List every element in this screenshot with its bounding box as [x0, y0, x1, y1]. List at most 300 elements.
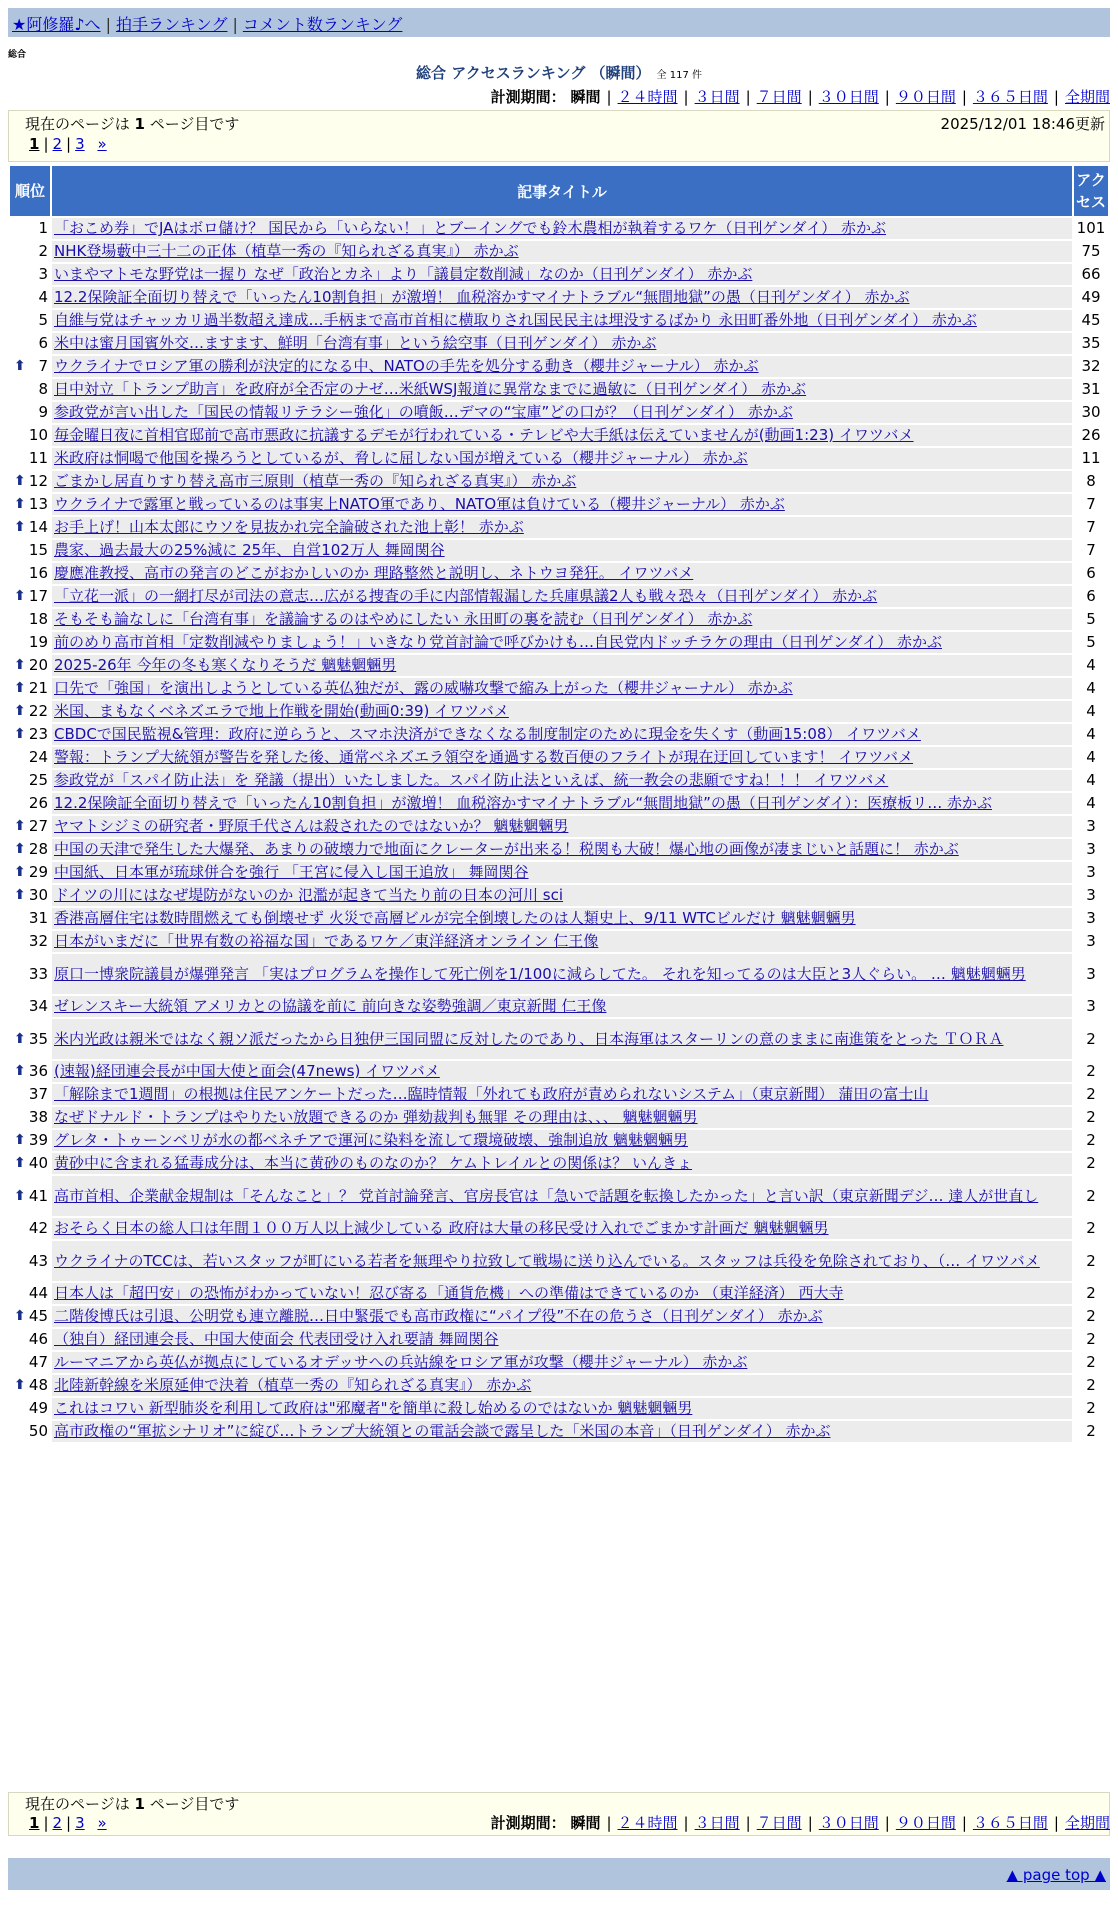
- table-row: [10, 954, 1108, 994]
- rank-number: 24: [28, 748, 48, 766]
- article-title-link[interactable]: 「立花一派」の一網打尽が司法の意志…広がる捜査の手に内部情報漏した兵庫県議2人も戦々恐々（日刊ゲンダイ） 赤かぶ: [54, 587, 878, 605]
- rank-up-arrow-icon: ⬆: [14, 1308, 26, 1324]
- article-title-link[interactable]: 米中は蜜月国賓外交…ますます、鮮明「台湾有事」という絵空事（日刊ゲンダイ） 赤かぶ: [54, 334, 657, 352]
- table-row: [10, 287, 1108, 308]
- header-title: 記事タイトル: [52, 166, 1072, 216]
- article-title-link[interactable]: ルーマニアから英仏が拠点にしているオデッサへの兵站線をロシア軍が攻撃（櫻井ジャーナル） 赤かぶ: [54, 1353, 748, 1371]
- article-title-link[interactable]: 警報：トランプ大統領が警告を発した後、通常ベネズエラ領空を通過する数百便のフライトが現在迂回しています！ イワツバメ: [54, 748, 914, 766]
- title-cell: [52, 1398, 1072, 1419]
- article-title-link[interactable]: 米内光政は親米ではなく親ソ派だったから日独伊三国同盟に反対したのであり、日本海軍はスターリンの意のままに南進策をとった ＴＯＲＡ: [54, 1029, 1004, 1048]
- title-cell: [52, 448, 1072, 469]
- rank-cell: [10, 1421, 50, 1442]
- table-row: [10, 1084, 1108, 1105]
- title-cell: [52, 1107, 1072, 1128]
- rank-number: 6: [38, 334, 48, 352]
- rank-number: 13: [28, 495, 48, 513]
- rank-cell: [10, 1375, 50, 1396]
- table-row: [10, 425, 1108, 446]
- period-option-30d[interactable]: ３０日間: [818, 1814, 879, 1832]
- rank-number: 3: [38, 265, 48, 283]
- title-cell: [52, 1329, 1072, 1350]
- pager-top: 1 | 2 | 3 »: [29, 135, 107, 153]
- table-row: [10, 1130, 1108, 1151]
- article-title-link[interactable]: （独自）経団連会長、中国大使面会 代表団受け入れ要請 舞岡関谷: [54, 1330, 499, 1348]
- rank-number: 28: [28, 840, 48, 858]
- rank-cell: [10, 1329, 50, 1350]
- access-count: 2: [1074, 1352, 1108, 1373]
- rank-up-arrow-icon: ⬆: [14, 818, 26, 834]
- pager-link-2[interactable]: 2: [52, 1814, 63, 1832]
- rank-cell: [10, 1061, 50, 1082]
- rank-up-arrow-icon: ⬆: [14, 1063, 26, 1079]
- article-title-link[interactable]: 米国、まもなくベネズエラで地上作戦を開始(動画0:39) イワツバメ: [54, 702, 509, 720]
- rank-number: 50: [28, 1422, 48, 1440]
- access-count: 2: [1074, 1421, 1108, 1442]
- access-count: 35: [1074, 333, 1108, 354]
- article-title-link[interactable]: 毎金曜日夜に首相官邸前で高市悪政に抗議するデモが行われている・テレビや大手紙は伝えていませんが(動画1:23) イワツバメ: [54, 426, 914, 444]
- article-title-link[interactable]: ウクライナで露軍と戦っているのは事実上NATO軍であり、NATO軍は負けている（櫻井ジャーナル） 赤かぶ: [54, 495, 785, 513]
- title-cell: [52, 218, 1072, 239]
- access-count: 5: [1074, 609, 1108, 630]
- rank-up-arrow-icon: ⬆: [14, 841, 26, 857]
- rank-number: 48: [28, 1376, 48, 1394]
- rank-up-arrow-icon: ⬆: [14, 496, 26, 512]
- rank-number: 29: [28, 863, 48, 881]
- access-count: 2: [1074, 1153, 1108, 1174]
- pager-bottom: 1 | 2 | 3 »: [29, 1814, 107, 1832]
- table-row: [10, 655, 1108, 676]
- article-title-link[interactable]: 口先で「強国」を演出しようとしている英仏独だが、露の威嚇攻撃で縮み上がった（櫻井ジャーナル） 赤かぶ: [54, 679, 793, 697]
- access-count: 3: [1074, 931, 1108, 952]
- table-row: [10, 471, 1108, 492]
- rank-cell: [10, 793, 50, 814]
- pager-next[interactable]: »: [97, 1814, 107, 1832]
- article-title-link[interactable]: 香港高層住宅は数時間燃えても倒壊せず 火災で高層ビルが完全倒壊したのは人類史上、9/11 WTCビルだけ 魑魅魍魎男: [54, 909, 856, 927]
- rank-cell: [10, 770, 50, 791]
- page-title-text: 総合 アクセスランキング （瞬間）: [416, 64, 651, 82]
- access-count: 3: [1074, 954, 1108, 994]
- article-title-link[interactable]: 慶應准教授、高市の発言のどこがおかしいのか 理路整然と説明し、ネトウヨ発狂。 イワツバメ: [54, 564, 694, 582]
- article-title-link[interactable]: ウクライナのTCCは、若いスタッフが町にいる若者を無理やり拉致して戦場に送り込んでいる。スタッフは兵役を免除されており、（… イワツバメ: [54, 1251, 1040, 1270]
- access-count: 2: [1074, 1375, 1108, 1396]
- ranking-rows: [10, 218, 1108, 1442]
- article-title-link[interactable]: 自維与党はチャッカリ過半数超え達成…手柄まで高市首相に横取りされ国民民主は埋没するばかり 永田町番外地（日刊ゲンダイ） 赤かぶ: [54, 311, 977, 329]
- rank-cell: [10, 996, 50, 1017]
- rank-number: 39: [28, 1131, 48, 1149]
- table-row: [10, 609, 1108, 630]
- title-cell: [52, 747, 1072, 768]
- article-title-link[interactable]: (速報)経団連会長が中国大使と面会(47news) イワツバメ: [54, 1062, 440, 1080]
- total-count: 全 117 件: [656, 70, 702, 81]
- rank-number: 45: [28, 1307, 48, 1325]
- rank-up-arrow-icon: ⬆: [14, 358, 26, 374]
- access-count: 7: [1074, 494, 1108, 515]
- article-title-link[interactable]: ヤマトシジミの研究者・野原千代さんは殺されたのではないか？ 魑魅魍魎男: [54, 817, 569, 835]
- article-title-link[interactable]: 「解除まで1週間」の根拠は住民アンケートだった…臨時情報「外れても政府が責められないシステム」（東京新聞） 蒲田の富士山: [54, 1085, 929, 1103]
- period-option-30d[interactable]: ３０日間: [818, 88, 879, 106]
- access-count: 6: [1074, 563, 1108, 584]
- rank-up-arrow-icon: ⬆: [14, 726, 26, 742]
- rank-cell: [10, 908, 50, 929]
- asyura-home-link[interactable]: ★阿修羅♪へ: [12, 15, 101, 34]
- rank-cell: [10, 1352, 50, 1373]
- access-count: 2: [1074, 1306, 1108, 1327]
- table-row: [10, 1241, 1108, 1281]
- category-label: 総合: [8, 50, 27, 60]
- access-count: 4: [1074, 747, 1108, 768]
- access-count: 7: [1074, 540, 1108, 561]
- table-row: [10, 678, 1108, 699]
- rank-cell: [10, 379, 50, 400]
- title-cell: [52, 264, 1072, 285]
- rank-cell: [10, 471, 50, 492]
- title-cell: [52, 1153, 1072, 1174]
- table-row: [10, 586, 1108, 607]
- article-title-link[interactable]: いまやマトモな野党は一握り なぜ「政治とカネ」より「議員定数削減」なのか（日刊ゲンダイ） 赤かぶ: [54, 265, 753, 283]
- title-cell: [52, 885, 1072, 906]
- access-count: 7: [1074, 517, 1108, 538]
- article-title-link[interactable]: 黄砂中に含まれる猛毒成分は、本当に黄砂のものなのか？ ケムトレイルとの関係は？ いんきょ: [54, 1154, 693, 1172]
- rank-number: 20: [28, 656, 48, 674]
- article-title-link[interactable]: 日中対立「トランプ助言」を政府が全否定のナゼ…米紙WSJ報道に異常なまでに過敏に（日刊ゲンダイ） 赤かぶ: [54, 380, 807, 398]
- access-count: 2: [1074, 1398, 1108, 1419]
- access-count: 3: [1074, 885, 1108, 906]
- period-option-24h[interactable]: ２４時間: [617, 1814, 678, 1832]
- rank-number: 44: [28, 1284, 48, 1302]
- access-count: 66: [1074, 264, 1108, 285]
- title-cell: [52, 1084, 1072, 1105]
- rank-up-arrow-icon: ⬆: [14, 864, 26, 880]
- table-row: [10, 517, 1108, 538]
- article-title-link[interactable]: ゼレンスキー大統領 アメリカとの協議を前に 前向きな姿勢強調／東京新聞 仁王像: [54, 997, 607, 1015]
- access-count: 3: [1074, 908, 1108, 929]
- rank-cell: [10, 931, 50, 952]
- rank-number: 7: [38, 357, 48, 375]
- rank-up-arrow-icon: ⬆: [14, 1187, 26, 1204]
- clap-ranking-link[interactable]: 拍手ランキング: [115, 15, 228, 34]
- rank-up-arrow-icon: ⬆: [14, 473, 26, 489]
- pager-link-3[interactable]: 3: [75, 1814, 85, 1832]
- title-cell: [52, 471, 1072, 492]
- rank-cell: [10, 241, 50, 262]
- bottom-bar: [8, 1858, 1110, 1890]
- access-count: 2: [1074, 1107, 1108, 1128]
- pager-current: 1: [29, 135, 40, 153]
- access-count: 31: [1074, 379, 1108, 400]
- rank-cell: [10, 724, 50, 745]
- rank-number: 47: [28, 1353, 48, 1371]
- rank-cell: [10, 264, 50, 285]
- rank-cell: [10, 1107, 50, 1128]
- title-cell: [52, 356, 1072, 377]
- header-rank: 順位: [10, 166, 50, 216]
- table-row: [10, 1329, 1108, 1350]
- period-option-365d[interactable]: ３６５日間: [972, 1814, 1048, 1832]
- title-cell: [52, 1352, 1072, 1373]
- pager-next[interactable]: »: [97, 135, 107, 153]
- title-cell: [52, 1061, 1072, 1082]
- article-title-link[interactable]: 高市政権の“軍拡シナリオ”に綻び…トランプ大統領との電話会談で露呈した「米国の本音」（日刊ゲンダイ） 赤かぶ: [54, 1422, 831, 1440]
- title-cell: [52, 996, 1072, 1017]
- rank-number: 2: [38, 242, 48, 260]
- article-title-link[interactable]: なぜドナルド・トランプはやりたい放題できるのか 弾劾裁判も無罪 その理由は、、、 魑魅魍魎男: [54, 1108, 698, 1126]
- period-option-7d[interactable]: ７日間: [756, 88, 802, 106]
- rank-number: 5: [38, 311, 48, 329]
- rank-cell: [10, 609, 50, 630]
- article-title-link[interactable]: おそらく日本の総人口は年間１００万人以上減少している 政府は大量の移民受け入れでごまかす計画だ 魑魅魍魎男: [54, 1219, 829, 1237]
- table-row: [10, 379, 1108, 400]
- table-row: [10, 356, 1108, 377]
- rank-cell: [10, 287, 50, 308]
- rank-cell: [10, 678, 50, 699]
- rank-number: 26: [28, 794, 48, 812]
- rank-number: 31: [28, 909, 48, 927]
- access-count: 101: [1074, 218, 1108, 239]
- title-cell: [52, 494, 1072, 515]
- rank-number: 25: [28, 771, 48, 789]
- table-row: [10, 333, 1108, 354]
- table-row: [10, 793, 1108, 814]
- access-count: 26: [1074, 425, 1108, 446]
- table-row: [10, 701, 1108, 722]
- rank-number: 46: [28, 1330, 48, 1348]
- page-title: [0, 62, 1118, 83]
- rank-number: 11: [28, 449, 48, 467]
- period-selector-bottom: 計測期間： 瞬間 | ２４時間 | ３日間 | ７日間 | ３０日間 | ９０日間 | ３６５日間 | 全期間: [490, 1814, 1110, 1832]
- pager-link-3[interactable]: 3: [75, 135, 85, 153]
- rank-cell: [10, 425, 50, 446]
- rank-cell: [10, 1153, 50, 1174]
- access-count: 2: [1074, 1283, 1108, 1304]
- article-title-link[interactable]: お手上げ！山本太郎にウソを見抜かれ完全論破された池上彰！ 赤かぶ: [54, 518, 524, 536]
- access-count: 2: [1074, 1130, 1108, 1151]
- rank-number: 34: [28, 997, 48, 1015]
- access-count: 3: [1074, 816, 1108, 837]
- table-row: [10, 1218, 1108, 1239]
- title-cell: [52, 724, 1072, 745]
- rank-cell: [10, 1306, 50, 1327]
- title-cell: [52, 1019, 1072, 1059]
- rank-number: 22: [28, 702, 48, 720]
- period-option-90d[interactable]: ９０日間: [895, 1814, 956, 1832]
- rank-cell: [10, 402, 50, 423]
- title-cell: [52, 1241, 1072, 1281]
- article-title-link[interactable]: 高市首相、企業献金規制は「そんなこと」？ 党首討論発言、官房長官は「急いで話題を転換したかった」と言い訳（東京新聞デジ… 達人が世直し: [54, 1186, 1039, 1205]
- rank-number: 49: [28, 1399, 48, 1417]
- access-count: 2: [1074, 1019, 1108, 1059]
- table-row: [10, 1398, 1108, 1419]
- article-title-link[interactable]: 農家、過去最大の25%減に 25年、自営102万人 舞岡関谷: [54, 541, 445, 559]
- rank-cell: [10, 1283, 50, 1304]
- rank-cell: [10, 356, 50, 377]
- rank-number: 40: [28, 1154, 48, 1172]
- article-title-link[interactable]: 原口一博衆院議員が爆弾発言 「実はプログラムを操作して死亡例を1/100に減らしてた。 それを知ってるのは大臣と3人ぐらい。 … 魑魅魍魎男: [54, 964, 1026, 983]
- article-title-link[interactable]: NHK登場藪中三十二の正体（植草一秀の『知られざる真実』） 赤かぶ: [54, 242, 519, 260]
- article-title-link[interactable]: 2025-26年 今年の冬も寒くなりそうだ 魑魅魍魎男: [54, 656, 397, 674]
- rank-cell: [10, 701, 50, 722]
- access-count: 6: [1074, 586, 1108, 607]
- table-row: [10, 540, 1108, 561]
- access-count: 2: [1074, 1176, 1108, 1216]
- article-title-link[interactable]: 「おこめ券」でJAはボロ儲け？ 国民から「いらない！」とブーイングでも鈴木農相が執着するワケ（日刊ゲンダイ） 赤かぶ: [54, 219, 887, 237]
- article-title-link[interactable]: 中国紙、日本軍が琉球併合を強行 「王宮に侵入し国王追放」 舞岡関谷: [54, 863, 529, 881]
- title-cell: [52, 1421, 1072, 1442]
- rank-number: 42: [28, 1219, 48, 1237]
- table-row: [10, 218, 1108, 239]
- access-count: 3: [1074, 996, 1108, 1017]
- table-row: [10, 816, 1108, 837]
- period-current: 瞬間: [570, 1814, 601, 1832]
- page-top-link[interactable]: ▲ page top ▲: [1006, 1866, 1106, 1884]
- rank-up-arrow-icon: ⬆: [14, 588, 26, 604]
- top-nav-bar: [8, 8, 1110, 37]
- article-title-link[interactable]: CBDCで国民監視&管理：政府に逆らうと、スマホ決済ができなくなる制度制定のために現金を失くす（動画15:08） イワツバメ: [54, 725, 921, 743]
- title-cell: [52, 770, 1072, 791]
- title-cell: [52, 701, 1072, 722]
- table-row: [10, 1421, 1108, 1442]
- article-title-link[interactable]: ごまかし居直りすり替え高市三原則（植草一秀の『知られざる真実』） 赤かぶ: [54, 472, 577, 490]
- access-count: 2: [1074, 1084, 1108, 1105]
- period-option-7d[interactable]: ７日間: [756, 1814, 802, 1832]
- rank-up-arrow-icon: ⬆: [14, 1155, 26, 1171]
- article-title-link[interactable]: 中国の天津で発生した大爆発、あまりの破壊力で地面にクレーターが出来る！税関も大破！爆心地の画像が凄まじいと話題に！ 赤かぶ: [54, 840, 959, 858]
- period-label: 計測期間：: [490, 1814, 566, 1832]
- rank-number: 38: [28, 1108, 48, 1126]
- rank-cell: [10, 1176, 50, 1216]
- rank-number: 30: [28, 886, 48, 904]
- title-cell: [52, 287, 1072, 308]
- rank-number: 8: [38, 380, 48, 398]
- article-title-link[interactable]: そもそも論なしに「台湾有事」を議論するのはやめにしたい 永田町の裏を読む（日刊ゲンダイ） 赤かぶ: [54, 610, 753, 628]
- rank-number: 21: [28, 679, 48, 697]
- article-title-link[interactable]: 12.2保険証全面切り替えで「いったん10割負担」が激増！ 血税溶かすマイナトラブル“無間地獄”の愚（日刊ゲンダイ） 赤かぶ: [54, 288, 910, 306]
- article-title-link[interactable]: グレタ・トゥーンベリが水の都ベネチアで運河に染料を流して環境破壊、強制追放 魑魅魍魎男: [54, 1131, 688, 1149]
- title-cell: [52, 862, 1072, 883]
- article-title-link[interactable]: 日本がいまだに「世界有数の裕福な国」であるワケ／東洋経済オンライン 仁王像: [54, 932, 599, 950]
- updated-time: 2025/12/01 18:46更新: [940, 115, 1105, 133]
- article-title-link[interactable]: 参政党が「スパイ防止法」を 発議（提出）いたしました。スパイ防止法といえば、統一教会の悲願ですね！！！ イワツバメ: [54, 771, 889, 789]
- article-title-link[interactable]: 12.2保険証全面切り替えで「いったん10割負担」が激増！ 血税溶かすマイナトラブル“無間地獄”の愚（日刊ゲンダイ）：医療板リ… 赤かぶ: [54, 794, 992, 812]
- article-title-link[interactable]: これはコワい 新型肺炎を利用して政府は"邪魔者"を簡単に殺し始めるのではないか 魑魅魍魎男: [54, 1399, 693, 1417]
- rank-cell: [10, 1084, 50, 1105]
- ranking-table: [8, 164, 1110, 1444]
- article-title-link[interactable]: 参政党が言い出した「国民の情報リテラシー強化」の噴飯…デマの“宝庫”どの口が？（日刊ゲンダイ） 赤かぶ: [54, 403, 793, 421]
- title-cell: [52, 954, 1072, 994]
- rank-up-arrow-icon: ⬆: [14, 657, 26, 673]
- article-title-link[interactable]: 北陸新幹線を米原延伸で決着（植草一秀の『知られざる真実』） 赤かぶ: [54, 1376, 532, 1394]
- title-cell: [52, 678, 1072, 699]
- rank-number: 43: [28, 1251, 48, 1270]
- rank-number: 35: [28, 1029, 48, 1048]
- table-row: [10, 1176, 1108, 1216]
- table-row: [10, 1061, 1108, 1082]
- period-option-3d[interactable]: ３日間: [694, 88, 740, 106]
- article-title-link[interactable]: ドイツの川にはなぜ堤防がないのか 氾濫が起きて当たり前の日本の河川 sci: [54, 886, 564, 904]
- rank-cell: [10, 494, 50, 515]
- article-title-link[interactable]: 前のめり高市首相「定数削減やりましょう！」いきなり党首討論で呼びかけも…自民党内ドッチラケの理由（日刊ゲンダイ） 赤かぶ: [54, 633, 942, 651]
- table-row: [10, 1352, 1108, 1373]
- current-page-text: 現在のページは 1 ページ目です: [25, 115, 240, 133]
- pager-link-2[interactable]: 2: [52, 135, 63, 153]
- period-option-all[interactable]: 全期間: [1064, 88, 1110, 106]
- table-row: [10, 1107, 1108, 1128]
- rank-number: 1: [38, 219, 48, 237]
- rank-number: 15: [28, 541, 48, 559]
- rank-cell: [10, 954, 50, 994]
- article-title-link[interactable]: 日本人は「超円安」の恐怖がわかっていない！忍び寄る「通貨危機」への準備はできているのか （東洋経済） 西大寺: [54, 1284, 844, 1302]
- title-cell: [52, 816, 1072, 837]
- rank-cell: [10, 218, 50, 239]
- title-cell: [52, 1283, 1072, 1304]
- current-page-text-bottom: 現在のページは 1 ページ目です: [25, 1795, 240, 1813]
- rank-number: 10: [28, 426, 48, 444]
- access-count: 2: [1074, 1218, 1108, 1239]
- rank-number: 33: [28, 964, 48, 983]
- article-title-link[interactable]: 二階俊博氏は引退、公明党も連立離脱…日中緊張でも高市政権に“パイプ役”不在の危うさ（日刊ゲンダイ） 赤かぶ: [54, 1307, 823, 1325]
- title-cell: [52, 310, 1072, 331]
- title-cell: [52, 1375, 1072, 1396]
- access-count: 4: [1074, 724, 1108, 745]
- table-row: [10, 241, 1108, 262]
- rank-cell: [10, 310, 50, 331]
- rank-cell: [10, 517, 50, 538]
- title-cell: [52, 931, 1072, 952]
- title-cell: [52, 379, 1072, 400]
- title-cell: [52, 655, 1072, 676]
- rank-up-arrow-icon: ⬆: [14, 703, 26, 719]
- title-cell: [52, 793, 1072, 814]
- table-row: [10, 494, 1108, 515]
- table-row: [10, 885, 1108, 906]
- title-cell: [52, 333, 1072, 354]
- table-row: [10, 996, 1108, 1017]
- rank-up-arrow-icon: ⬆: [14, 680, 26, 696]
- comment-ranking-link[interactable]: コメント数ランキング: [242, 15, 403, 34]
- access-count: 4: [1074, 770, 1108, 791]
- rank-up-arrow-icon: ⬆: [14, 1377, 26, 1393]
- article-title-link[interactable]: ウクライナでロシア軍の勝利が決定的になる中、NATOの手先を処分する動き（櫻井ジャーナル） 赤かぶ: [54, 357, 759, 375]
- rank-cell: [10, 885, 50, 906]
- article-title-link[interactable]: 米政府は恫喝で他国を操ろうとしているが、脅しに屈しない国が増えている（櫻井ジャーナル） 赤かぶ: [54, 449, 748, 467]
- period-option-90d[interactable]: ９０日間: [895, 88, 956, 106]
- period-option-365d[interactable]: ３６５日間: [972, 88, 1048, 106]
- rank-number: 12: [28, 472, 48, 490]
- table-row: [10, 931, 1108, 952]
- table-row: [10, 1375, 1108, 1396]
- access-count: 3: [1074, 839, 1108, 860]
- rank-number: 16: [28, 564, 48, 582]
- rank-cell: [10, 333, 50, 354]
- period-option-24h[interactable]: ２４時間: [617, 88, 678, 106]
- rank-up-arrow-icon: ⬆: [14, 887, 26, 903]
- access-count: 49: [1074, 287, 1108, 308]
- rank-up-arrow-icon: ⬆: [14, 519, 26, 535]
- period-current: 瞬間: [570, 88, 601, 106]
- table-row: [10, 908, 1108, 929]
- period-option-all[interactable]: 全期間: [1064, 1814, 1110, 1832]
- rank-number: 9: [38, 403, 48, 421]
- title-cell: [52, 1130, 1072, 1151]
- title-cell: [52, 540, 1072, 561]
- access-count: 4: [1074, 793, 1108, 814]
- title-cell: [52, 1218, 1072, 1239]
- pager-current: 1: [29, 1814, 40, 1832]
- period-option-3d[interactable]: ３日間: [694, 1814, 740, 1832]
- title-cell: [52, 241, 1072, 262]
- header-access: アクセス: [1074, 166, 1108, 216]
- table-row: [10, 1306, 1108, 1327]
- table-row: [10, 310, 1108, 331]
